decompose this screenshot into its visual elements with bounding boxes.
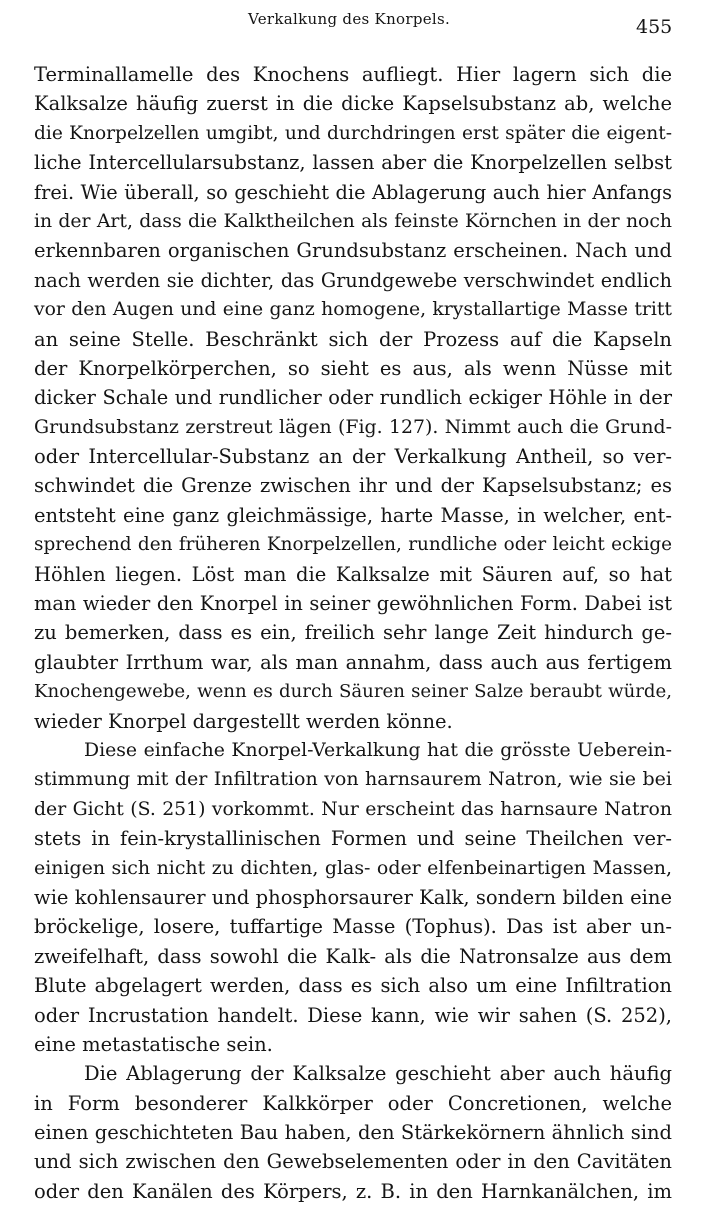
body-text [34,60,672,1206]
text-line: glaubter Irrthum war, als man annahm, dass auch aus fertigem [34,650,672,674]
text-line: die Knorpelzellen umgibt, und durchdringen erst später die eigent- [34,122,672,144]
text-line: Terminallamelle des Knochens aufliegt. Hier lagern sich die [34,63,672,86]
text-line: frei. Wie überall, so geschieht die Ablagerung auch hier Anfangs [34,180,672,204]
running-title: Verkalkung des Knorpels. [248,10,451,28]
text-line: oder den Kanälen des Körpers, z. B. in den Harnkanälchen, im [34,1179,672,1203]
text-line: Höhlen liegen. Löst man die Kalksalze mit Säuren auf, so hat [34,562,672,586]
paragraph-end-line: wieder Knorpel dargestellt werden könne. [34,709,453,733]
text-line: sprechend den früheren Knorpelzellen, rundliche oder leicht eckige [34,534,672,556]
text-line: einen geschichteten Bau haben, den Stärkekörnern ähnlich sind [34,1121,672,1145]
text-line: oder Intercellular-Substanz an der Verkalkung Antheil, so ver- [34,445,672,469]
text-line: wie kohlensaurer und phosphorsaurer Kalk, sondern bilden eine [34,885,672,909]
paragraph-end-line: eine metastatische sein. [34,1032,273,1056]
text-line: und sich zwischen den Gewebselementen oder in den Cavitäten [34,1150,672,1174]
text-line: schwindet die Grenze zwischen ihr und der Kapselsubstanz; es [34,474,672,498]
text-line: Blute abgelagert werden, dass es sich also um eine Infiltration [34,974,672,998]
text-line: vor den Augen und eine ganz homogene, krystallartige Masse tritt [34,299,672,321]
text-line: oder Incrustation handelt. Diese kann, wie wir sahen (S. 252), [34,1003,672,1027]
text-line: man wieder den Knorpel in seiner gewöhnlichen Form. Dabei ist [34,592,672,616]
text-line: Grundsubstanz zerstreut lägen (Fig. 127). Nimmt auch die Grund- [34,415,672,438]
page-number: 455 [636,16,673,38]
text-line: stets in fein-krystallinischen Formen und seine Theilchen ver- [34,827,672,851]
text-line: in Form besonderer Kalkkörper oder Concretionen, welche [34,1091,672,1115]
text-line: zu bemerken, dass es ein, freilich sehr lange Zeit hindurch ge- [34,621,672,645]
text-line: nach werden sie dichter, das Grundgewebe verschwindet endlich [34,268,672,292]
text-line: erkennbaren organischen Grundsubstanz erscheinen. Nach und [34,239,672,263]
text-line: einigen sich nicht zu dichten, glas- oder elfenbeinartigen Massen, [34,856,672,879]
text-line: an seine Stelle. Beschränkt sich der Prozess auf die Kapseln [34,327,672,351]
text-line: Knochengewebe, wenn es durch Säuren seiner Salze beraubt würde, [34,681,672,703]
text-line: liche Intercellularsubstanz, lassen aber die Knorpelzellen selbst [34,151,672,175]
paragraph-start-line: Diese einfache Knorpel-Verkalkung hat die grösste Ueberein- [84,739,672,761]
text-line: der Gicht (S. 251) vorkommt. Nur erscheint das harnsaure Natron [34,798,672,820]
text-line: Kalksalze häufig zuerst in die dicke Kapselsubstanz ab, welche [34,92,672,116]
text-line: bröckelige, losere, tuffartige Masse (Tophus). Das ist aber un- [34,915,672,939]
running-head [0,6,708,36]
text-line: dicker Schale und rundlicher oder rundlich eckiger Höhle in der [34,386,672,410]
text-line: in der Art, dass die Kalktheilchen als feinste Körnchen in der noch [34,210,672,232]
text-line: stimmung mit der Infiltration von harnsaurem Natron, wie sie bei [34,768,672,791]
paragraph-start-line: Die Ablagerung der Kalksalze geschieht aber auch häufig [84,1062,672,1086]
text-line: zweifelhaft, dass sowohl die Kalk- als die Natronsalze aus dem [34,944,672,968]
text-line: entsteht eine ganz gleichmässige, harte Masse, in welcher, ent- [34,503,672,527]
text-line: der Knorpelkörperchen, so sieht es aus, als wenn Nüsse mit [34,356,672,380]
